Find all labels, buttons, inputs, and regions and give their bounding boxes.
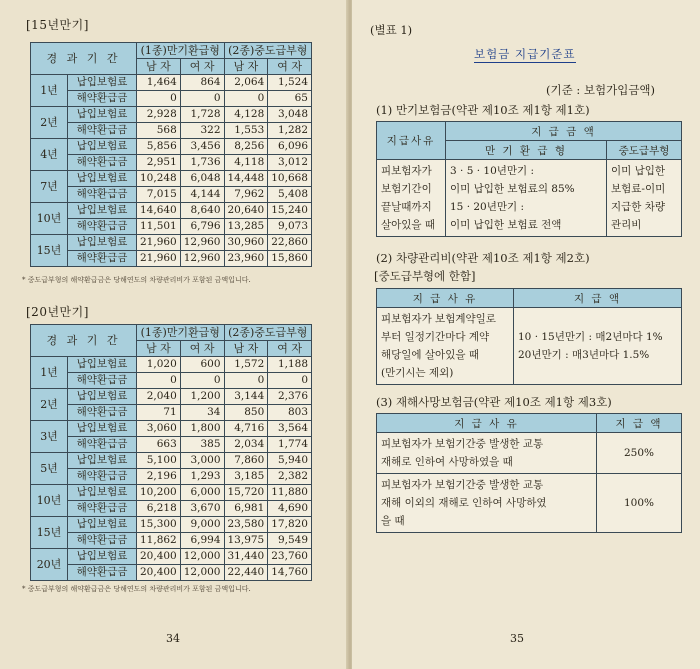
value-cell: 2,376 — [268, 389, 312, 405]
period-cell: 4년 — [31, 139, 68, 171]
period-cell: 10년 — [31, 485, 68, 517]
t20-title: [20년만기] — [26, 305, 89, 319]
value-cell: 8,640 — [180, 203, 224, 219]
value-cell: 4,128 — [224, 107, 268, 123]
period-cell: 1년 — [31, 75, 68, 107]
header-type1: (1종)만기환급형 — [137, 325, 225, 341]
value-cell: 34 — [180, 405, 224, 421]
s2-amount-cell — [514, 308, 682, 385]
value-cell: 11,501 — [137, 219, 181, 235]
s1-maturity-line: 3 · 5 · 10년만기 : — [450, 165, 535, 177]
value-cell: 21,960 — [137, 235, 181, 251]
table-row — [31, 421, 312, 437]
value-cell: 600 — [180, 357, 224, 373]
value-cell: 1,524 — [268, 75, 312, 91]
value-cell: 1,188 — [268, 357, 312, 373]
value-cell: 864 — [180, 75, 224, 91]
table-row — [31, 405, 312, 421]
section2-table — [376, 288, 682, 385]
header-male: 남 자 — [137, 341, 181, 357]
s3-reason-cell — [377, 433, 597, 474]
value-cell: 31,440 — [224, 549, 268, 565]
header-type1: (1종)만기환급형 — [137, 43, 225, 59]
value-cell: 2,928 — [137, 107, 181, 123]
s3-reason-line: 재해로 인하여 사망하였을 때 — [381, 456, 513, 468]
table-row — [31, 437, 312, 453]
value-cell: 17,820 — [268, 517, 312, 533]
value-cell: 71 — [137, 405, 181, 421]
value-cell: 15,300 — [137, 517, 181, 533]
row-label: 납입보험료 — [68, 357, 137, 373]
s1-header-interim: 중도급부형 — [607, 141, 682, 160]
value-cell: 22,860 — [268, 235, 312, 251]
s2-reason-cell — [377, 308, 514, 385]
page-number-left: 34 — [166, 632, 180, 645]
value-cell: 5,408 — [268, 187, 312, 203]
row-label: 납입보험료 — [68, 389, 137, 405]
value-cell: 1,553 — [224, 123, 268, 139]
value-cell: 4,690 — [268, 501, 312, 517]
value-cell: 6,000 — [180, 485, 224, 501]
value-cell: 9,073 — [268, 219, 312, 235]
value-cell: 663 — [137, 437, 181, 453]
table-20yr — [30, 324, 312, 581]
s1-header-amount: 지 급 금 액 — [446, 122, 682, 141]
value-cell: 12,000 — [180, 549, 224, 565]
value-cell: 20,400 — [137, 565, 181, 581]
row-label: 납입보험료 — [68, 453, 137, 469]
table-row — [31, 357, 312, 373]
value-cell: 9,549 — [268, 533, 312, 549]
value-cell: 11,880 — [268, 485, 312, 501]
s2-reason-line: (만기시는 제외) — [381, 367, 454, 379]
row-label: 납입보험료 — [68, 235, 137, 251]
section2-subtitle: [중도급부형에 한함] — [374, 269, 476, 283]
table-row — [31, 373, 312, 389]
table-row — [31, 139, 312, 155]
value-cell: 8,256 — [224, 139, 268, 155]
table-row — [31, 91, 312, 107]
s1-interim-line: 보험료-이미 — [611, 183, 666, 195]
row-label: 해약환급금 — [68, 373, 137, 389]
value-cell: 2,040 — [137, 389, 181, 405]
value-cell: 0 — [224, 91, 268, 107]
table-row — [31, 485, 312, 501]
table-row — [31, 155, 312, 171]
s1-maturity-line: 15 · 20년만기 : — [450, 201, 525, 213]
section1-table — [376, 121, 682, 237]
s3-header-amount: 지 급 액 — [597, 414, 682, 433]
period-cell: 3년 — [31, 421, 68, 453]
s3-reason-line: 을 때 — [381, 515, 405, 527]
value-cell: 2,196 — [137, 469, 181, 485]
row-label: 납입보험료 — [68, 75, 137, 91]
value-cell: 3,144 — [224, 389, 268, 405]
value-cell: 0 — [180, 373, 224, 389]
row-label: 해약환급금 — [68, 469, 137, 485]
value-cell: 3,048 — [268, 107, 312, 123]
row-label: 해약환급금 — [68, 501, 137, 517]
s1-reason-cell — [377, 160, 446, 237]
value-cell: 803 — [268, 405, 312, 421]
value-cell: 6,994 — [180, 533, 224, 549]
value-cell: 12,000 — [180, 565, 224, 581]
s1-interim-cell — [607, 160, 682, 237]
header-female: 여 자 — [268, 341, 312, 357]
value-cell: 6,048 — [180, 171, 224, 187]
header-type2: (2종)중도급부형 — [224, 325, 312, 341]
header-male: 남 자 — [224, 341, 268, 357]
period-cell: 1년 — [31, 357, 68, 389]
value-cell: 3,670 — [180, 501, 224, 517]
table-row — [31, 549, 312, 565]
value-cell: 11,862 — [137, 533, 181, 549]
value-cell: 5,100 — [137, 453, 181, 469]
table-row — [31, 123, 312, 139]
row-label: 해약환급금 — [68, 219, 137, 235]
page-number-right: 35 — [510, 632, 524, 645]
value-cell: 2,064 — [224, 75, 268, 91]
right-page — [352, 0, 700, 669]
row-label: 해약환급금 — [68, 565, 137, 581]
s1-maturity-cell — [446, 160, 607, 237]
value-cell: 4,144 — [180, 187, 224, 203]
value-cell: 13,285 — [224, 219, 268, 235]
section3-title: (3) 재해사망보험금(약관 제10조 제1항 제3호) — [376, 395, 612, 409]
value-cell: 13,975 — [224, 533, 268, 549]
header-female: 여 자 — [180, 59, 224, 75]
value-cell: 23,760 — [268, 549, 312, 565]
value-cell: 2,034 — [224, 437, 268, 453]
value-cell: 6,096 — [268, 139, 312, 155]
value-cell: 10,248 — [137, 171, 181, 187]
annex-label: (별표 1) — [370, 23, 413, 37]
s3-reason-line: 피보험자가 보험기간중 발생한 교통 — [381, 479, 544, 491]
period-cell: 20년 — [31, 549, 68, 581]
t15-note: * 중도급부형의 해약환급금은 당해연도의 차량관리비가 포함된 금액입니다. — [22, 276, 251, 284]
value-cell: 6,796 — [180, 219, 224, 235]
value-cell: 850 — [224, 405, 268, 421]
row-label: 납입보험료 — [68, 517, 137, 533]
header-type2: (2종)중도급부형 — [224, 43, 312, 59]
value-cell: 0 — [224, 373, 268, 389]
value-cell: 2,382 — [268, 469, 312, 485]
value-cell: 4,716 — [224, 421, 268, 437]
value-cell: 5,940 — [268, 453, 312, 469]
value-cell: 3,564 — [268, 421, 312, 437]
table-row — [31, 107, 312, 123]
value-cell: 1,800 — [180, 421, 224, 437]
s1-header-maturity: 만 기 환 급 형 — [446, 141, 607, 160]
row-label: 납입보험료 — [68, 549, 137, 565]
s3-amount-cell: 250% — [597, 433, 682, 474]
value-cell: 15,860 — [268, 251, 312, 267]
header-female: 여 자 — [268, 59, 312, 75]
value-cell: 30,960 — [224, 235, 268, 251]
section3-table — [376, 413, 682, 533]
table-row — [31, 533, 312, 549]
table-body — [31, 75, 312, 267]
table-row — [31, 251, 312, 267]
section2-title: (2) 차량관리비(약관 제10조 제1항 제2호) — [376, 251, 590, 265]
value-cell: 15,240 — [268, 203, 312, 219]
value-cell: 6,218 — [137, 501, 181, 517]
value-cell: 10,200 — [137, 485, 181, 501]
row-label: 해약환급금 — [68, 91, 137, 107]
s1-maturity-line: 이미 납입한 보험료의 85% — [450, 183, 575, 195]
s1-maturity-line: 이미 납입한 보험료 전액 — [450, 219, 562, 231]
value-cell: 1,464 — [137, 75, 181, 91]
value-cell: 21,960 — [137, 251, 181, 267]
value-cell: 4,118 — [224, 155, 268, 171]
value-cell: 12,960 — [180, 251, 224, 267]
s3-amount-cell: 100% — [597, 474, 682, 533]
period-cell: 10년 — [31, 203, 68, 235]
row-label: 납입보험료 — [68, 203, 137, 219]
table-row — [31, 501, 312, 517]
s2-amount-line: 20년만기 : 매3년마다 1.5% — [518, 349, 650, 361]
value-cell: 3,060 — [137, 421, 181, 437]
value-cell: 22,440 — [224, 565, 268, 581]
value-cell: 1,728 — [180, 107, 224, 123]
value-cell: 568 — [137, 123, 181, 139]
table-row — [31, 187, 312, 203]
value-cell: 14,448 — [224, 171, 268, 187]
s3-header-reason: 지 급 사 유 — [377, 414, 597, 433]
s3-reason-cell — [377, 474, 597, 533]
value-cell: 0 — [268, 373, 312, 389]
s1-reason-line: 살아있을 때 — [381, 219, 436, 231]
value-cell: 12,960 — [180, 235, 224, 251]
value-cell: 20,400 — [137, 549, 181, 565]
value-cell: 5,856 — [137, 139, 181, 155]
s1-reason-line: 보험기간이 — [381, 183, 432, 195]
header-female: 여 자 — [180, 341, 224, 357]
period-cell: 5년 — [31, 453, 68, 485]
value-cell: 65 — [268, 91, 312, 107]
value-cell: 6,981 — [224, 501, 268, 517]
s1-reason-line: 피보험자가 — [381, 165, 432, 177]
header-male: 남 자 — [224, 59, 268, 75]
value-cell: 3,185 — [224, 469, 268, 485]
value-cell: 1,774 — [268, 437, 312, 453]
left-page — [0, 0, 348, 669]
table-row — [31, 565, 312, 581]
table-row — [31, 517, 312, 533]
value-cell: 1,736 — [180, 155, 224, 171]
basis-note: (기준 : 보험가입금액) — [546, 83, 656, 97]
t15-title: [15년만기] — [26, 18, 89, 32]
value-cell: 3,012 — [268, 155, 312, 171]
table-body — [31, 357, 312, 581]
table-row — [31, 171, 312, 187]
s1-interim-line: 관리비 — [611, 219, 642, 231]
t20-note: * 중도급부형의 해약환급금은 당해연도의 차량관리비가 포함된 금액입니다. — [22, 585, 251, 593]
row-label: 납입보험료 — [68, 485, 137, 501]
value-cell: 20,640 — [224, 203, 268, 219]
value-cell: 15,720 — [224, 485, 268, 501]
s2-amount-line: 10 · 15년만기 : 매2년마다 1% — [518, 331, 663, 343]
header-male: 남 자 — [137, 59, 181, 75]
table-row — [31, 203, 312, 219]
s2-header-reason: 지 급 사 유 — [377, 289, 514, 308]
period-cell: 2년 — [31, 107, 68, 139]
row-label: 납입보험료 — [68, 139, 137, 155]
row-label: 납입보험료 — [68, 171, 137, 187]
section1-title: (1) 만기보험금(약관 제10조 제1항 제1호) — [376, 103, 590, 117]
period-cell: 2년 — [31, 389, 68, 421]
s2-header-amount: 지 급 액 — [514, 289, 682, 308]
benefit-heading: 보험금 지급기준표 — [474, 47, 576, 61]
value-cell: 3,000 — [180, 453, 224, 469]
row-label: 납입보험료 — [68, 421, 137, 437]
table-row — [31, 453, 312, 469]
s1-header-reason: 지급사유 — [377, 122, 446, 160]
header-period: 경 과 기 간 — [31, 325, 137, 357]
value-cell: 1,282 — [268, 123, 312, 139]
row-label: 해약환급금 — [68, 155, 137, 171]
header-period: 경 과 기 간 — [31, 43, 137, 75]
value-cell: 23,580 — [224, 517, 268, 533]
value-cell: 2,951 — [137, 155, 181, 171]
period-cell: 15년 — [31, 517, 68, 549]
value-cell: 14,760 — [268, 565, 312, 581]
value-cell: 0 — [180, 91, 224, 107]
value-cell: 10,668 — [268, 171, 312, 187]
row-label: 해약환급금 — [68, 123, 137, 139]
value-cell: 1,020 — [137, 357, 181, 373]
period-cell: 7년 — [31, 171, 68, 203]
value-cell: 3,456 — [180, 139, 224, 155]
s1-interim-line: 지급한 차량 — [611, 201, 666, 213]
table-row — [31, 389, 312, 405]
table-row — [31, 219, 312, 235]
row-label: 해약환급금 — [68, 187, 137, 203]
value-cell: 322 — [180, 123, 224, 139]
s2-reason-line: 해당일에 살아있을 때 — [381, 349, 479, 361]
value-cell: 14,640 — [137, 203, 181, 219]
value-cell: 385 — [180, 437, 224, 453]
value-cell: 23,960 — [224, 251, 268, 267]
value-cell: 1,200 — [180, 389, 224, 405]
row-label: 해약환급금 — [68, 533, 137, 549]
s3-reason-line: 피보험자가 보험기간중 발생한 교통 — [381, 438, 544, 450]
table-row — [31, 75, 312, 91]
value-cell: 9,000 — [180, 517, 224, 533]
period-cell: 15년 — [31, 235, 68, 267]
value-cell: 0 — [137, 373, 181, 389]
table-row — [31, 235, 312, 251]
table-15yr — [30, 42, 312, 267]
value-cell: 7,962 — [224, 187, 268, 203]
table-row — [31, 469, 312, 485]
value-cell: 1,293 — [180, 469, 224, 485]
row-label: 해약환급금 — [68, 437, 137, 453]
s2-reason-line: 부터 일정기간마다 계약 — [381, 331, 490, 343]
value-cell: 1,572 — [224, 357, 268, 373]
s3-reason-line: 재해 이외의 재해로 인하여 사망하였 — [381, 497, 547, 509]
row-label: 해약환급금 — [68, 405, 137, 421]
s2-reason-line: 피보험자가 보험계약일로 — [381, 313, 496, 325]
value-cell: 7,015 — [137, 187, 181, 203]
value-cell: 0 — [137, 91, 181, 107]
row-label: 해약환급금 — [68, 251, 137, 267]
value-cell: 7,860 — [224, 453, 268, 469]
s1-reason-line: 끝날때까지 — [381, 201, 432, 213]
s1-interim-line: 이미 납입한 — [611, 165, 666, 177]
row-label: 납입보험료 — [68, 107, 137, 123]
